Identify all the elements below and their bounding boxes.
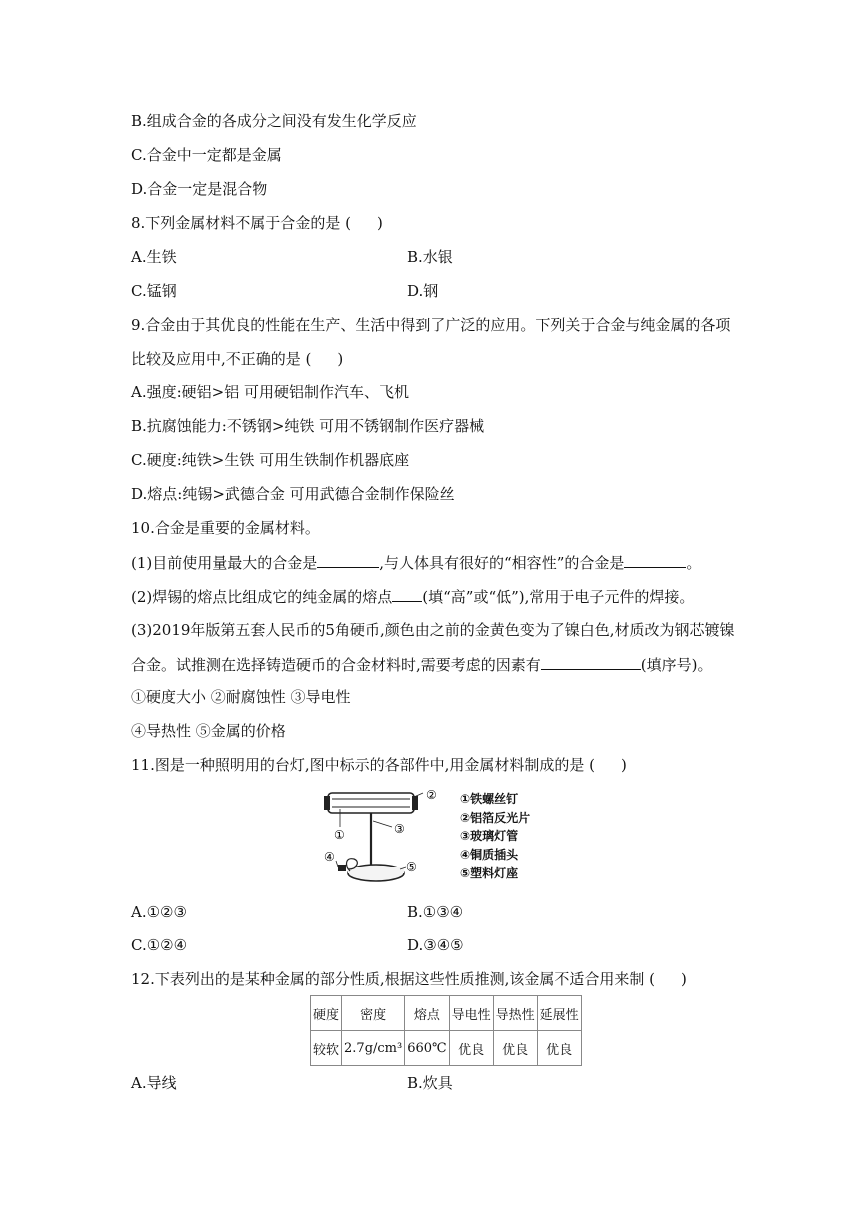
q9-option-a: A.强度:硬铝>铝 可用硬铝制作汽车、飞机 [131, 383, 409, 401]
q9-stem-line1: 9.合金由于其优良的性能在生产、生活中得到了广泛的应用。下列关于合金与纯金属的各项 [131, 316, 731, 334]
q10-factors-line1: ①硬度大小 ②耐腐蚀性 ③导电性 [131, 688, 351, 706]
q12-stem-text: 12.下表列出的是某种金属的部分性质,根据这些性质推测,该金属不适合用来制 ( [131, 970, 656, 988]
q10-part3-text-b: (填序号)。 [640, 656, 713, 674]
legend-item: ⑤塑料灯座 [460, 866, 519, 880]
metal-properties-table [310, 995, 582, 1066]
table-header-cell: 导热性 [493, 996, 537, 1031]
q12-option-a: A.导线 [131, 1074, 177, 1092]
table-cell: 优良 [493, 1031, 537, 1066]
q10-part2-text-b: (填“高”或“低”),常用于电子元件的焊接。 [422, 588, 695, 606]
q8-stem-text: 8.下列金属材料不属于合金的是 ( [131, 214, 351, 232]
table-cell: 优良 [449, 1031, 493, 1066]
q10-factors-line2: ④导热性 ⑤金属的价格 [131, 722, 286, 740]
q12-stem [131, 969, 687, 989]
figure-marker-1: ① [334, 828, 345, 842]
q12-close-paren: ) [681, 970, 687, 988]
figure-marker-2: ② [426, 788, 437, 802]
table-header-cell: 硬度 [311, 996, 342, 1031]
q9-close-paren: ) [337, 350, 344, 368]
lamp-plug [338, 865, 346, 871]
q10-part1-text-c: 。 [686, 554, 702, 572]
table-header-cell: 熔点 [405, 996, 449, 1031]
q8-stem [131, 213, 383, 233]
table-header-cell: 延展性 [537, 996, 581, 1031]
q8-close-paren: ) [376, 214, 383, 232]
q11-option-a: A.①②③ [131, 903, 187, 921]
q10-part3-text-a: 合金。试推测在选择铸造硬币的合金材料时,需要考虑的因素有 [131, 656, 541, 674]
q8-option-c: C.锰钢 [131, 282, 177, 300]
q11-close-paren: ) [621, 756, 627, 774]
table-cell: 较软 [311, 1031, 342, 1066]
figure-marker-3: ③ [394, 822, 405, 836]
table-row [311, 1031, 582, 1066]
q9-option-c: C.硬度:纯铁>生铁 可用生铁制作机器底座 [131, 451, 410, 469]
legend-item: ①铁螺丝钉 [460, 792, 519, 806]
q10-part1-text-b: ,与人体具有很好的“相容性”的合金是 [379, 554, 625, 572]
q9-stem-line2 [131, 349, 343, 369]
q11-stem-text: 11.图是一种照明用的台灯,图中标示的各部件中,用金属材料制成的是 ( [131, 756, 596, 774]
table-cell: 优良 [537, 1031, 581, 1066]
q9-stem-text: 比较及应用中,不正确的是 ( [131, 350, 312, 368]
q12-option-b: B.炊具 [407, 1074, 453, 1092]
q8-option-d: D.钢 [407, 282, 439, 300]
q8-option-a: A.生铁 [131, 248, 177, 266]
q10-part1-blank1 [317, 552, 379, 568]
legend-item: ②铝箔反光片 [460, 810, 531, 825]
legend-item: ③玻璃灯管 [460, 829, 519, 843]
q10-stem: 10.合金是重要的金属材料。 [131, 519, 320, 537]
q7-option-b: B.组成合金的各成分之间没有发生化学反应 [131, 112, 417, 130]
q11-stem [131, 755, 627, 775]
q7-option-c: C.合金中一定都是金属 [131, 146, 282, 164]
figure-marker-5: ⑤ [406, 860, 417, 874]
q11-option-c: C.①②④ [131, 936, 188, 954]
lamp-legend [460, 790, 530, 883]
table-header-cell: 导电性 [449, 996, 493, 1031]
q10-part2-text-a: (2)焊锡的熔点比组成它的纯金属的熔点 [131, 588, 393, 606]
q9-option-d: D.熔点:纯锡>武德合金 可用武德合金制作保险丝 [131, 485, 455, 503]
q10-part3-line2 [131, 654, 713, 675]
q11-option-d: D.③④⑤ [407, 936, 464, 954]
q9-option-b: B.抗腐蚀能力:不锈钢>纯铁 可用不锈钢制作医疗器械 [131, 417, 485, 435]
table-header-cell: 密度 [342, 996, 405, 1031]
q10-part1 [131, 552, 701, 573]
q10-part3-blank [541, 654, 641, 670]
figure-marker-4: ④ [324, 850, 335, 864]
q10-part1-blank2 [624, 552, 686, 568]
table-cell: 2.7g/cm³ [342, 1031, 405, 1066]
legend-item: ④铜质插头 [460, 847, 519, 862]
q10-part1-text-a: (1)目前使用量最大的合金是 [131, 554, 318, 572]
lamp-head [324, 793, 418, 813]
q8-option-b: B.水银 [407, 248, 453, 266]
q10-part3-line1: (3)2019年版第五套人民币的5角硬币,颜色由之前的金黄色变为了镍白色,材质改为钢芯镀镍 [131, 621, 735, 639]
q11-option-b: B.①③④ [407, 903, 464, 921]
table-cell: 660℃ [405, 1031, 449, 1066]
q10-part2-blank [392, 586, 422, 602]
table-header-row [311, 996, 582, 1031]
q10-part2 [131, 586, 694, 607]
q7-option-d: D.合金一定是混合物 [131, 180, 268, 198]
